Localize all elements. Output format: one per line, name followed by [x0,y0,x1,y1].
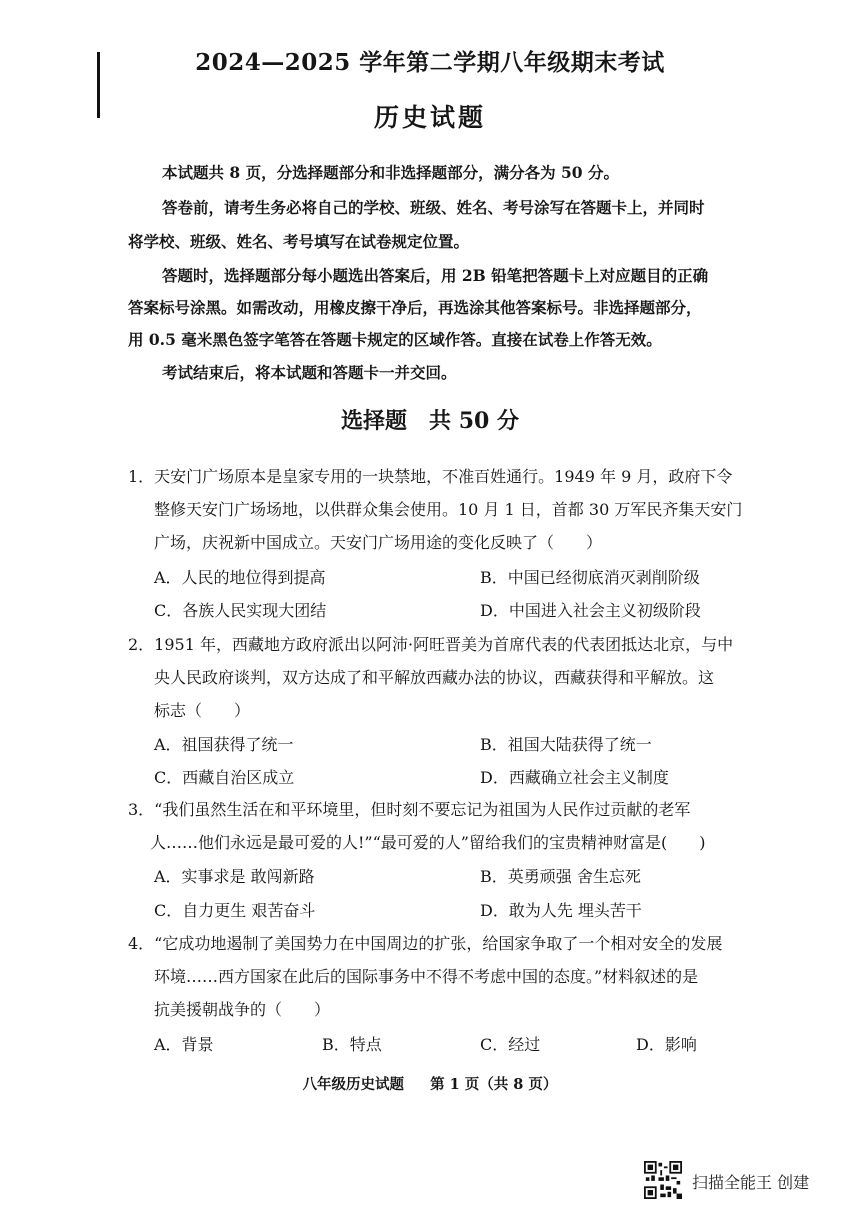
question-text: 2．1951 年，西藏地方政府派出以阿沛·阿旺晋美为首席代表的代表团抵达北京，与中 [128,635,734,654]
option-a: A．实事求是 敢闯新路 [154,867,315,886]
instruction-line: 用 0.5 毫米黑色签字笔答在答题卡规定的区域作答。直接在试卷上作答无效。 [128,330,662,349]
qr-code-icon [644,1161,682,1199]
question-text: 1．天安门广场原本是皇家专用的一块禁地，不准百姓通行。1949 年 9 月，政府下令 [128,467,733,486]
instruction-line: 将学校、班级、姓名、考号填写在试卷规定位置。 [128,232,470,251]
question-text: 环境……西方国家在此后的国际事务中不得不考虑中国的态度。”材料叙述的是 [154,967,699,986]
scanner-watermark: 扫描全能王 创建 [692,1173,810,1192]
option-c: C．经过 [480,1035,541,1054]
option-b: B．祖国大陆获得了统一 [480,735,652,754]
option-d: D．中国进入社会主义初级阶段 [480,601,701,620]
question-text: 标志（ ） [154,701,251,720]
instruction-line: 考试结束后，将本试题和答题卡一并交回。 [162,363,457,382]
page-footer [0,1073,860,1094]
exam-title: 2024—2025 学年第二学期八年级期末考试 [195,49,665,76]
instruction-line: 答案标号涂黑。如需改动，用橡皮擦干净后，再选涂其他答案标号。非选择题部分， [128,298,702,317]
exam-subject: 历史试题 [373,103,486,132]
question-text: 广场，庆祝新中国成立。天安门广场用途的变化反映了（ ） [154,533,603,552]
option-c: C．西藏自治区成立 [154,768,295,787]
option-b: B．英勇顽强 舍生忘死 [480,867,641,886]
section-title: 选择题 共 50 分 [341,408,519,434]
option-a: A．人民的地位得到提高 [154,568,326,587]
option-d: D．影响 [636,1035,697,1054]
option-c: C．自力更生 艰苦奋斗 [154,901,316,920]
question-text: 央人民政府谈判，双方达成了和平解放西藏办法的协议，西藏获得和平解放。这 [154,668,715,687]
instruction-line: 答题时，选择题部分每小题选出答案后，用 2B 铅笔把答题卡上对应题目的正确 [162,266,709,285]
option-d: D．西藏确立社会主义制度 [480,768,669,787]
option-b: B．中国已经彻底消灭剥削阶级 [480,568,700,587]
question-text: 3．“我们虽然生活在和平环境里，但时刻不要忘记为祖国为人民作过贡献的老军 [128,800,691,819]
option-c: C．各族人民实现大团结 [154,601,327,620]
question-text: 人……他们永远是最可爱的人!”“最可爱的人”留给我们的宝贵精神财富是( ) [150,833,706,852]
question-text: 4．“它成功地遏制了美国势力在中国周边的扩张，给国家争取了一个相对安全的发展 [128,934,723,953]
instruction-line: 本试题共 8 页，分选择题部分和非选择题部分，满分各为 50 分。 [162,163,619,182]
question-text: 整修天安门广场场地，以供群众集会使用。10 月 1 日，首都 30 万军民齐集天安门 [154,500,743,519]
option-d: D．敢为人先 埋头苦干 [480,901,642,920]
question-text: 抗美援朝战争的（ ） [154,1000,331,1019]
option-b: B．特点 [322,1035,382,1054]
instruction-line: 答卷前，请考生务必将自己的学校、班级、姓名、考号涂写在答题卡上，并同时 [162,198,705,217]
option-a: A．背景 [154,1035,214,1054]
footer-page-number: 第 1 页（共 8 页） [430,1076,558,1093]
footer-subject: 八年级历史试题 [302,1076,405,1093]
option-a: A．祖国获得了统一 [154,735,294,754]
